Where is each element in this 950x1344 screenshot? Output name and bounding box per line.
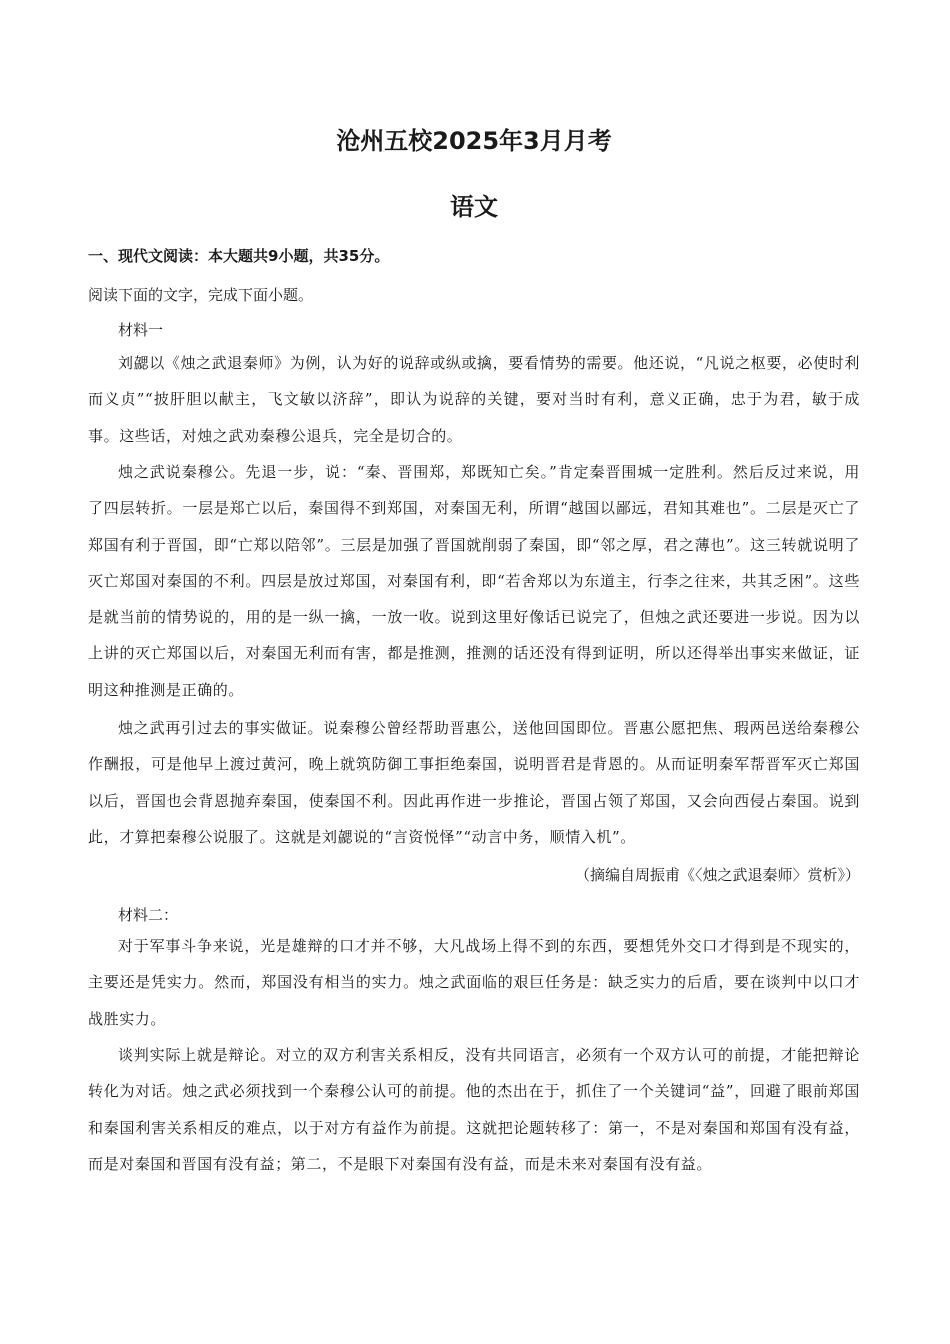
material1-paragraph-2: 烛之武说秦穆公。先退一步，说：“秦、晋围郑，郑既知亡矣。”肯定秦晋围城一定胜利。然后反过来说，用了四层转折。一层是郑亡以后，秦国得不到郑国，对秦国无利，所谓“越国以鄙远，君知其难也”。二层是灭亡了郑国有利于晋国，即“亡郑以陪邻”。三层是加强了晋国就削弱了秦国，即“邻之厚，君之薄也”。这三转就说明了灭亡郑国对秦国的不利。四层是放过郑国，对秦国有利，即“若舍郑以为东道主，行李之往来，共其乏困”。这些是就当前的情势说的，用的是一纵一擒，一放一收。说到这里好像话已说完了，但烛之武还要进一步说。因为以上讲的灭亡郑国以后，对秦国无利而有害，都是推测，推测的话还没有得到证明，所以还得举出事实来做证，证明这种推测是正确的。 <box>88 463 860 699</box>
material1-paragraph-3: 烛之武再引过去的事实做证。说秦穆公曾经帮助晋惠公，送他回国即位。晋惠公愿把焦、瑕两邑送给秦穆公作酬报，可是他早上渡过黄河，晚上就筑防御工事拒绝秦国，说明晋君是背恩的。从而证明秦军帮晋军灭亡郑国以后，晋国也会背恩抛弃秦国，使秦国不利。因此再作进一步推论，晋国占领了郑国，又会向西侵占秦国。说到此，才算把秦穆公说服了。这就是刘勰说的“言资悦怿”“动言中务，顺情入机”。 <box>88 719 860 846</box>
material1-paragraph-1: 刘勰以《烛之武退秦师》为例，认为好的说辞或纵或擒，要看情势的需要。他还说，“凡说之枢要，必使时利而义贞”“披肝胆以献主，飞文敏以济辞”，即认为说辞的关键，要对当时有利，意义正确，忠于为君，敏于成事。这些话，对烛之武劝秦穆公退兵，完全是切合的。 <box>88 354 860 445</box>
subject-title: 语文 <box>450 193 498 221</box>
material2-paragraph-2: 谈判实际上就是辩论。对立的双方利害关系相反，没有共同语言，必须有一个双方认可的前提，才能把辩论转化为对话。烛之武必须找到一个秦穆公认可的前提。他的杰出在于，抓住了一个关键词“益”，回避了眼前郑国和秦国利害关系相反的难点，以于对方有益作为前提。这就把论题转移了：第一，不是对秦国和郑国有没有益，而是对秦国和晋国有没有益；第二，不是眼下对秦国有没有益，而是未来对秦国有没有益。 <box>88 1046 860 1173</box>
exam-title: 沧州五校2025年3月月考 <box>336 127 612 155</box>
material1-label: 材料一 <box>118 321 164 339</box>
instruction-text: 阅读下面的文字，完成下面小题。 <box>88 286 314 304</box>
material2-paragraph-1: 对于军事斗争来说，光是雄辩的口才并不够，大凡战场上得不到的东西，要想凭外交口才得到是不现实的，主要还是凭实力。然而，郑国没有相当的实力。烛之武面临的艰巨任务是：缺乏实力的后盾，要在谈判中以口才战胜实力。 <box>88 937 860 1028</box>
section-heading: 一、现代文阅读：本大题共9小题，共35分。 <box>88 247 390 265</box>
material1-source: （摘编自周振甫《〈烛之武退秦师〉赏析》） <box>574 866 860 884</box>
material2-label: 材料二： <box>118 906 179 924</box>
